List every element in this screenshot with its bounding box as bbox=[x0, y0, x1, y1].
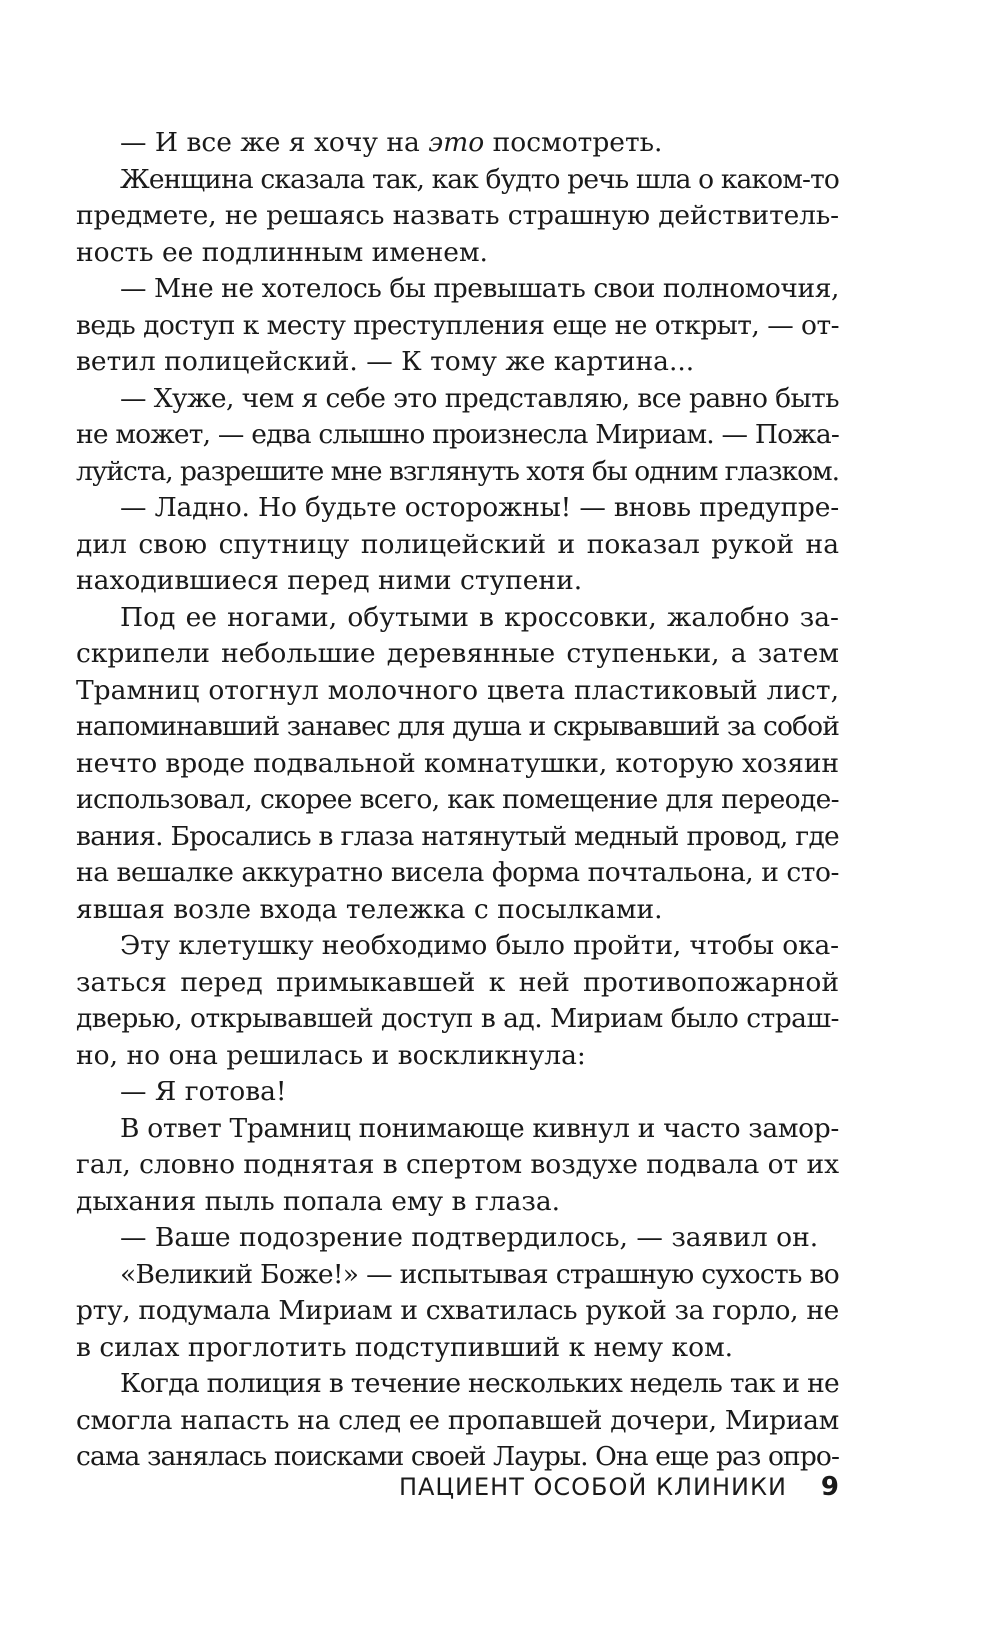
text-line: — И все же я хочу на это посмотреть. bbox=[120, 127, 663, 158]
text-line: скрипели небольшие деревянные ступеньки, а затем bbox=[76, 638, 839, 669]
text-line: «Великий Боже!» — испытывая страшную сухость во bbox=[120, 1258, 839, 1290]
text-line: напоминавший занавес для душа и скрывавший за собой bbox=[76, 711, 839, 742]
text-line: — Ваше подозрение подтвердилось, — заявил он. bbox=[120, 1222, 819, 1253]
text-line: — Мне не хотелось бы превышать свои полномочия, bbox=[120, 273, 839, 304]
text-line: Эту клетушку необходимо было пройти, чтобы ока- bbox=[120, 930, 839, 961]
text-line: заться перед примыкавшей к ней противопожарной bbox=[76, 966, 839, 998]
text-line: ветил полицейский. — К тому же картина... bbox=[76, 346, 695, 377]
page-footer bbox=[76, 1472, 839, 1502]
page-number: 9 bbox=[820, 1472, 839, 1502]
text-line: луйста, разрешите мне взглянуть хотя бы одним глазком. bbox=[76, 455, 839, 487]
text-line: дыхания пыль попала ему в глаза. bbox=[76, 1185, 561, 1217]
text-line: — Ладно. Но будьте осторожны! — вновь предупре- bbox=[120, 492, 839, 523]
running-title: ПАЦИЕНТ ОСОБОЙ КЛИНИКИ bbox=[398, 1473, 787, 1501]
text-line: на вешалке аккуратно висела форма почтальона, и сто- bbox=[76, 857, 839, 888]
body-text bbox=[76, 125, 839, 1476]
text-line: дверью, открывавшей доступ в ад. Мириам было страш- bbox=[76, 1003, 839, 1034]
text-line: рту, подумала Мириам и схватилась рукой за горло, не bbox=[76, 1295, 840, 1326]
text-line: сама занялась поисками своей Лауры. Она еще раз опро- bbox=[76, 1441, 839, 1472]
text-line: но, но она решилась и воскликнула: bbox=[76, 1039, 586, 1071]
text-line: Женщина сказала так, как будто речь шла о каком-то bbox=[120, 163, 839, 195]
text-line: находившиеся перед ними ступени. bbox=[76, 565, 583, 596]
text-line: смогла напасть на след ее пропавшей дочери, Мириам bbox=[76, 1404, 839, 1436]
text-line: вания. Бросались в глаза натянутый медный провод, где bbox=[76, 820, 839, 852]
text-line: гал, словно поднятая в спертом воздухе подвала от их bbox=[76, 1149, 839, 1180]
text-line: Под ее ногами, обутыми в кроссовки, жалобно за- bbox=[120, 601, 839, 633]
emphasis-word: это bbox=[428, 127, 485, 158]
text-line: дил свою спутницу полицейский и показал рукой на bbox=[76, 528, 839, 560]
text-line: нечто вроде подвальной комнатушки, которую хозяин bbox=[76, 747, 839, 779]
text-line: Когда полиция в течение нескольких недель так и не bbox=[120, 1368, 839, 1399]
text-line: ность ее подлинным именем. bbox=[76, 236, 488, 268]
text-line: использовал, скорее всего, как помещение для переоде- bbox=[76, 784, 839, 815]
text-line: ведь доступ к месту преступления еще не открыт, — от- bbox=[76, 309, 839, 341]
text-line: не может, — едва слышно произнесла Мириам. — Пожа- bbox=[76, 419, 839, 450]
text-line: явшая возле входа тележка с посылками. bbox=[76, 893, 663, 925]
text-line: — Я готова! bbox=[120, 1076, 287, 1107]
text-line: предмете, не решаясь назвать страшную действитель- bbox=[76, 200, 839, 231]
text-line: В ответ Трамниц понимающе кивнул и часто замор- bbox=[120, 1112, 839, 1144]
text-line: — Хуже, чем я себе это представляю, все равно быть bbox=[120, 382, 839, 414]
text-line: в силах проглотить подступивший к нему ком. bbox=[76, 1331, 734, 1363]
text-line: Трамниц отогнул молочного цвета пластиковый лист, bbox=[76, 674, 839, 706]
